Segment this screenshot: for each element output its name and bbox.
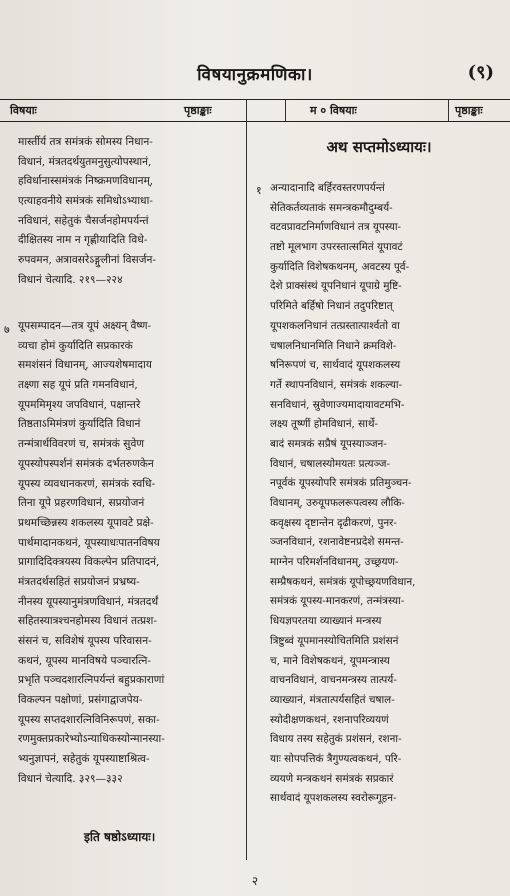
page-header bbox=[0, 58, 510, 92]
text-line: तन्मंत्रार्थविवरणं च, समंत्रकं सुवेण bbox=[18, 438, 145, 451]
text-line: सेतिकर्तव्यताकं समन्त्रकमौदुम्बर्य- bbox=[270, 201, 393, 214]
text-line: प्रथमच्छिन्नस्य शकलस्य यूपावटे प्रक्षे- bbox=[18, 516, 154, 529]
text-line: दीक्षितस्य नाम न गृह्णीयादिति विधे- bbox=[18, 234, 148, 247]
text-line: व्याख्यानं, मंत्रतात्पर्यसहितं चषाल- bbox=[270, 693, 395, 706]
column-headings bbox=[0, 100, 510, 120]
text-line: विधानं चेत्यादि. २१९—२२४ bbox=[18, 273, 123, 286]
text-line: यूपस्य व्यवधानकरणं, समंत्रकं स्वधि- bbox=[18, 477, 156, 490]
text-line: रुपवमन, अत्रावसरेऽङ्गुलीनां विसर्जन- bbox=[18, 254, 156, 267]
text-line: धियज्ञपरतया व्याख्यानं मन्त्रस्य bbox=[270, 615, 382, 628]
text-line: व्यचा होमं कुर्यादिति सप्रकारकं bbox=[18, 339, 133, 352]
right-page-heading: पृष्ठाङ्काः bbox=[455, 104, 483, 117]
text-line: स्योदीक्षणकथनं, रशनापरिव्ययणं bbox=[270, 713, 389, 726]
text-line: परिमिते बर्हिषो निधानं तदुपरिष्टात् bbox=[270, 300, 393, 313]
text-line: वटवप्रावटनिर्माणविधानं तत्र यूपस्या- bbox=[270, 221, 402, 234]
text-line: हविर्धानास्समंत्रकं निष्क्रमणविधानम्, bbox=[18, 175, 154, 188]
text-line: अन्यादानादि बर्हिरवस्तरणपर्यन्तं bbox=[270, 182, 385, 194]
text-line: विधानं चेत्यादि. ३२९—३३२ bbox=[18, 772, 123, 785]
text-line: ञ्जनविधानं, रशनावेष्टनप्रदेशे समन्त- bbox=[270, 536, 404, 549]
footer-number: २ bbox=[251, 874, 259, 888]
text-line: वाचनविधानं, वाचनमन्त्रस्य तात्पर्य- bbox=[270, 674, 397, 687]
text-line: एत्याहवनीये समंत्रकं समिधोऽभ्याधा- bbox=[18, 195, 153, 208]
text-line: संसनं च, सविशेषं यूपस्य परिवासन- bbox=[18, 635, 152, 647]
text-line: समशंसनं विधानम्, आज्यशेषमादाय bbox=[18, 359, 152, 372]
text-line: नीनस्य यूपस्यानुमंत्रणविधानं, मंत्रतदर्थं bbox=[18, 595, 159, 608]
left-entry-yupa bbox=[18, 317, 244, 790]
text-line: सहितस्यात्रश्चनहोमस्य विधानं तत्प्रश- bbox=[18, 615, 157, 628]
text-line: च, माने विशेषकथनं, यूपमन्त्रास्य bbox=[270, 654, 390, 667]
chapter-end: इति षष्ठोऽध्यायः। bbox=[84, 830, 156, 844]
text-line: माग्नेन परिमर्शनविधानम्, उच्छ्रयण- bbox=[270, 556, 399, 569]
text-line: रणमुक्तप्रकारेभ्योऽन्याधिकस्योन्मानस्या- bbox=[18, 733, 165, 746]
right-entry bbox=[270, 179, 508, 809]
text-line: षनिरूपणं च, सार्थवादं यूपशकलस्य bbox=[270, 359, 401, 372]
text-line: बादं समत्रकं सप्रैषं यूपस्याञ्जन- bbox=[270, 437, 387, 450]
text-line: तक्ष्णा सह यूपं प्रति गमनविधानं, bbox=[18, 379, 138, 392]
text-line: गर्ते स्थापनविधानं, समंत्रकं शकल्या- bbox=[270, 378, 403, 391]
text-line: तष्टो मूलभाग उपरस्तात्समितं यूपावटं bbox=[270, 241, 403, 254]
left-entry-continued bbox=[18, 133, 244, 291]
text-line: याः सोपपत्तिकं त्रैगुण्यत्वकथनं, परि- bbox=[270, 752, 402, 765]
text-line: सार्थवादं यूपशकलस्य स्वरोरूगूहन- bbox=[270, 792, 397, 805]
number-divider bbox=[285, 100, 286, 121]
text-line: विकल्पन पक्षोणां, प्रसंगाद्वाजपेय- bbox=[18, 694, 143, 707]
text-line: कथनं, यूपस्य मानविषये पञ्चारत्नि- bbox=[18, 654, 151, 667]
text-line: चषालनिधानमिति निधाने क्रमविशे- bbox=[270, 339, 397, 352]
text-line: विधानम्, उरुयूपफलरूपत्वस्य लौकि- bbox=[270, 497, 405, 509]
text-line: समंत्रकं यूपस्य-मानकरणं, तन्मंत्रस्या- bbox=[270, 595, 405, 608]
text-line: व्ययणे मन्त्रकथनं समंत्रकं सप्रकारं bbox=[270, 772, 394, 785]
text-line: प्रागादिदिक्त्रयस्य विकल्पेन प्रतिपादनं, bbox=[18, 556, 160, 569]
text-line: यूपस्य सप्तदशारत्निविनिरूपणं, सका- bbox=[18, 713, 160, 726]
text-line: तिष्ठताऽमिमंत्रणं कुर्यादिति विधानं bbox=[18, 418, 141, 431]
text-line: यूपसम्पादन—तत्र यूपं अक्ष्यन् वैष्ण- bbox=[18, 320, 152, 332]
left-page-heading: पृष्ठाङ्काः bbox=[184, 104, 212, 117]
text-line: नविधानं, सहेतुकं चैसर्जनहोमपर्यन्तं bbox=[18, 214, 149, 227]
text-line: विधानं, मंत्रतदर्थयुतमनुसुत्योपस्थानं, bbox=[18, 155, 152, 168]
text-line: लक्ष्य तूष्णीं होमविधानं, सार्थे- bbox=[270, 418, 378, 431]
text-line: कवृक्षस्य दृष्टान्तेन दृढीकरणं, पुनर- bbox=[270, 516, 397, 529]
text-line: सनविधानं, स्रुवेणाज्यमादायावटमभि- bbox=[270, 398, 405, 411]
text-line: कुर्यादिति विशेषकथनम्, अवटस्य पूर्व- bbox=[270, 260, 410, 273]
text-line: त्रिष्टुब्वं यूपमानस्योचितमिति प्रशंसनं bbox=[270, 634, 399, 647]
entry-number: ७ bbox=[4, 323, 10, 336]
page-title: विषयानुक्रमणिका। bbox=[197, 65, 313, 85]
right-num-subject-heading: म ० विषयाः bbox=[310, 104, 357, 117]
entry-number: १ bbox=[256, 184, 262, 197]
left-subject-heading: विषयाः bbox=[10, 104, 37, 117]
text-line: यूपममिमृश्य जपविधानं, पक्षान्तरे bbox=[18, 398, 141, 411]
right-page-divider bbox=[448, 100, 449, 121]
text-line: पार्थमादानकथनं, यूपस्याधःपातनविषय bbox=[18, 536, 160, 549]
text-line: देशे प्राक्संस्थं यूपनिधानं यूपाग्रे मुष्टि- bbox=[270, 280, 402, 293]
text-line: यूपस्योपस्पर्शनं समंत्रकं दर्भतरुणकेन bbox=[18, 457, 154, 470]
text-line: सम्प्रैषकथनं, समंत्रकं यूपोच्छ्रयणविधान, bbox=[270, 575, 416, 588]
column-heading-rule bbox=[0, 121, 510, 122]
text-line: यूपशकलनिधानं तत्प्रस्तात्पार्श्वतो वा bbox=[270, 319, 400, 332]
chapter-title: अथ सप्तमोऽध्यायः। bbox=[326, 138, 432, 156]
text-line: मार्स्तीर्य तत्र समंत्रकं सोमस्य निधान- bbox=[18, 136, 153, 148]
text-line: विधानं, चषालस्योमयतः प्रत्यञ्ज- bbox=[270, 457, 390, 470]
page-number: (९) bbox=[467, 62, 494, 83]
column-divider bbox=[246, 100, 247, 860]
text-line: नपूर्वकं यूपस्योपरि समंत्रकं प्रतिमुञ्चन- bbox=[270, 477, 412, 490]
text-line: भ्यनुज्ञापनं, सहेतुकं यूपस्याष्टाश्रित्व- bbox=[18, 753, 150, 766]
text-line: प्रभृति पञ्चदशारत्निपर्यन्तं बहुप्रकाराणां bbox=[18, 674, 165, 687]
text-line: तिना यूपे प्रहरणविधानं, सप्रयोजनं bbox=[18, 497, 145, 510]
text-line: विधाय तस्य सहेतुकं प्रशंसनं, रशना- bbox=[270, 733, 402, 746]
text-line: मंत्रतदर्थसहितं सप्रयोजनं प्रभ्रष्य- bbox=[18, 575, 140, 588]
